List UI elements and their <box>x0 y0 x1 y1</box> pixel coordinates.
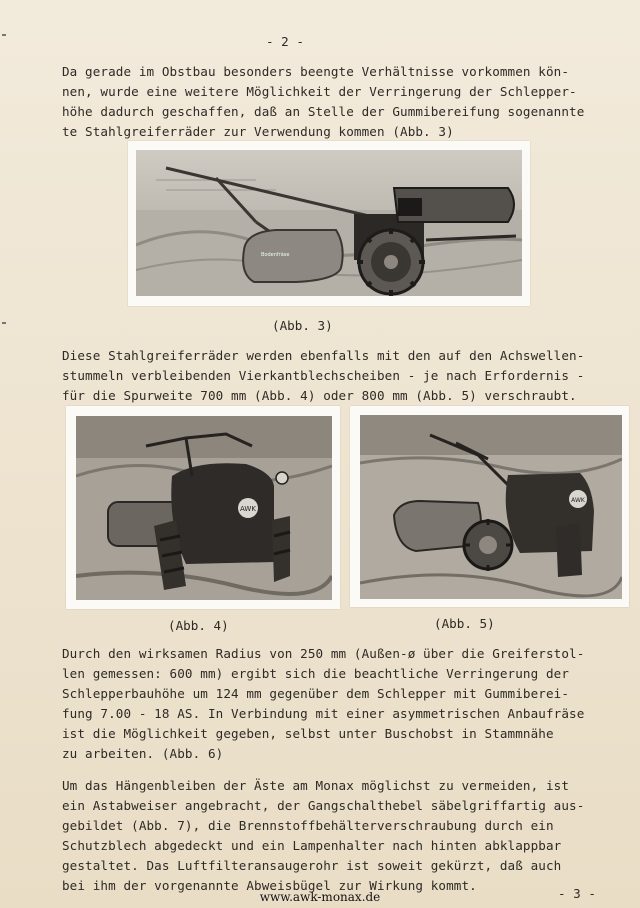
text-line: zu arbeiten. (Abb. 6) <box>62 746 224 761</box>
text-line: te Stahlgreiferräder zur Verwendung kommen (Abb. 3) <box>62 124 454 139</box>
text-line: ein Astabweiser angebracht, der Gangschalthebel säbelgriffartig aus- <box>62 798 585 813</box>
text-line: gebildet (Abb. 7), die Brennstoffbehälterverschraubung durch ein <box>62 818 554 833</box>
text-line: für die Spurweite 700 mm (Abb. 4) oder 800 mm (Abb. 5) verschraubt. <box>62 388 577 403</box>
figure-abb5-caption: (Abb. 5) <box>434 616 495 631</box>
text-line: Um das Hängenbleiben der Äste am Monax möglichst zu vermeiden, ist <box>62 778 570 793</box>
scan-edge-mark <box>2 322 6 324</box>
figure-abb5-photo <box>350 406 629 607</box>
text-line: nen, wurde eine weitere Möglichkeit der Verringerung der Schlepper- <box>62 84 577 99</box>
text-line: Da gerade im Obstbau besonders beengte Verhältnisse vorkommen kön- <box>62 64 570 79</box>
page-number-top: - 2 - <box>266 34 304 49</box>
text-line: Schlepperbauhöhe um 124 mm gegenüber dem Schlepper mit Gummiberei- <box>62 686 570 701</box>
page-number-bottom: - 3 - <box>558 886 596 901</box>
text-line: höhe dadurch geschaffen, daß an Stelle der Gummibereifung sogenannte <box>62 104 585 119</box>
text-line: bei ihm der vorgenannte Abweisbügel zur Wirkung kommt. <box>62 878 477 893</box>
paragraph-radius <box>62 644 622 764</box>
text-line: Diese Stahlgreiferräder werden ebenfalls mit den auf den Achswellen- <box>62 348 585 363</box>
figure-abb4-caption: (Abb. 4) <box>168 618 229 633</box>
awk-badge-text: AWK <box>571 497 585 504</box>
scan-edge-mark <box>2 34 6 36</box>
text-line: stummeln verbleibenden Vierkantblechscheiben - je nach Erfordernis - <box>62 368 585 383</box>
text-line: gestaltet. Das Luftfilteransaugerohr ist soweit gekürzt, daß auch <box>62 858 562 873</box>
text-line: fung 7.00 - 18 AS. In Verbindung mit einer asymmetrischen Anbaufräse <box>62 706 585 721</box>
text-line: Durch den wirksamen Radius von 250 mm (Außen-ø über die Greiferstol- <box>62 646 585 661</box>
tractor-three-quarter-view-800mm-image <box>360 415 622 599</box>
text-line: ist die Möglichkeit gegeben, selbst unter Buschobst in Stammnähe <box>62 726 554 741</box>
figure-abb3-caption: (Abb. 3) <box>272 318 333 333</box>
text-line: Schutzblech abgedeckt und ein Lampenhalter nach hinten abklappbar <box>62 838 562 853</box>
figure-abb3-photo <box>128 141 530 306</box>
paragraph-wheels <box>62 346 622 406</box>
footer-url[interactable]: www.awk-monax.de <box>259 890 381 904</box>
figure-abb4-photo <box>66 406 340 609</box>
tractor-front-view-700mm-image <box>76 416 332 600</box>
paragraph-deflector <box>62 776 622 896</box>
tractor-side-view-image <box>136 150 522 296</box>
rotor-label: Bodenfräse <box>261 252 290 258</box>
awk-badge-text: AWK <box>240 505 256 513</box>
paragraph-intro <box>62 62 622 142</box>
text-line: len gemessen: 600 mm) ergibt sich die beachtliche Verringerung der <box>62 666 570 681</box>
